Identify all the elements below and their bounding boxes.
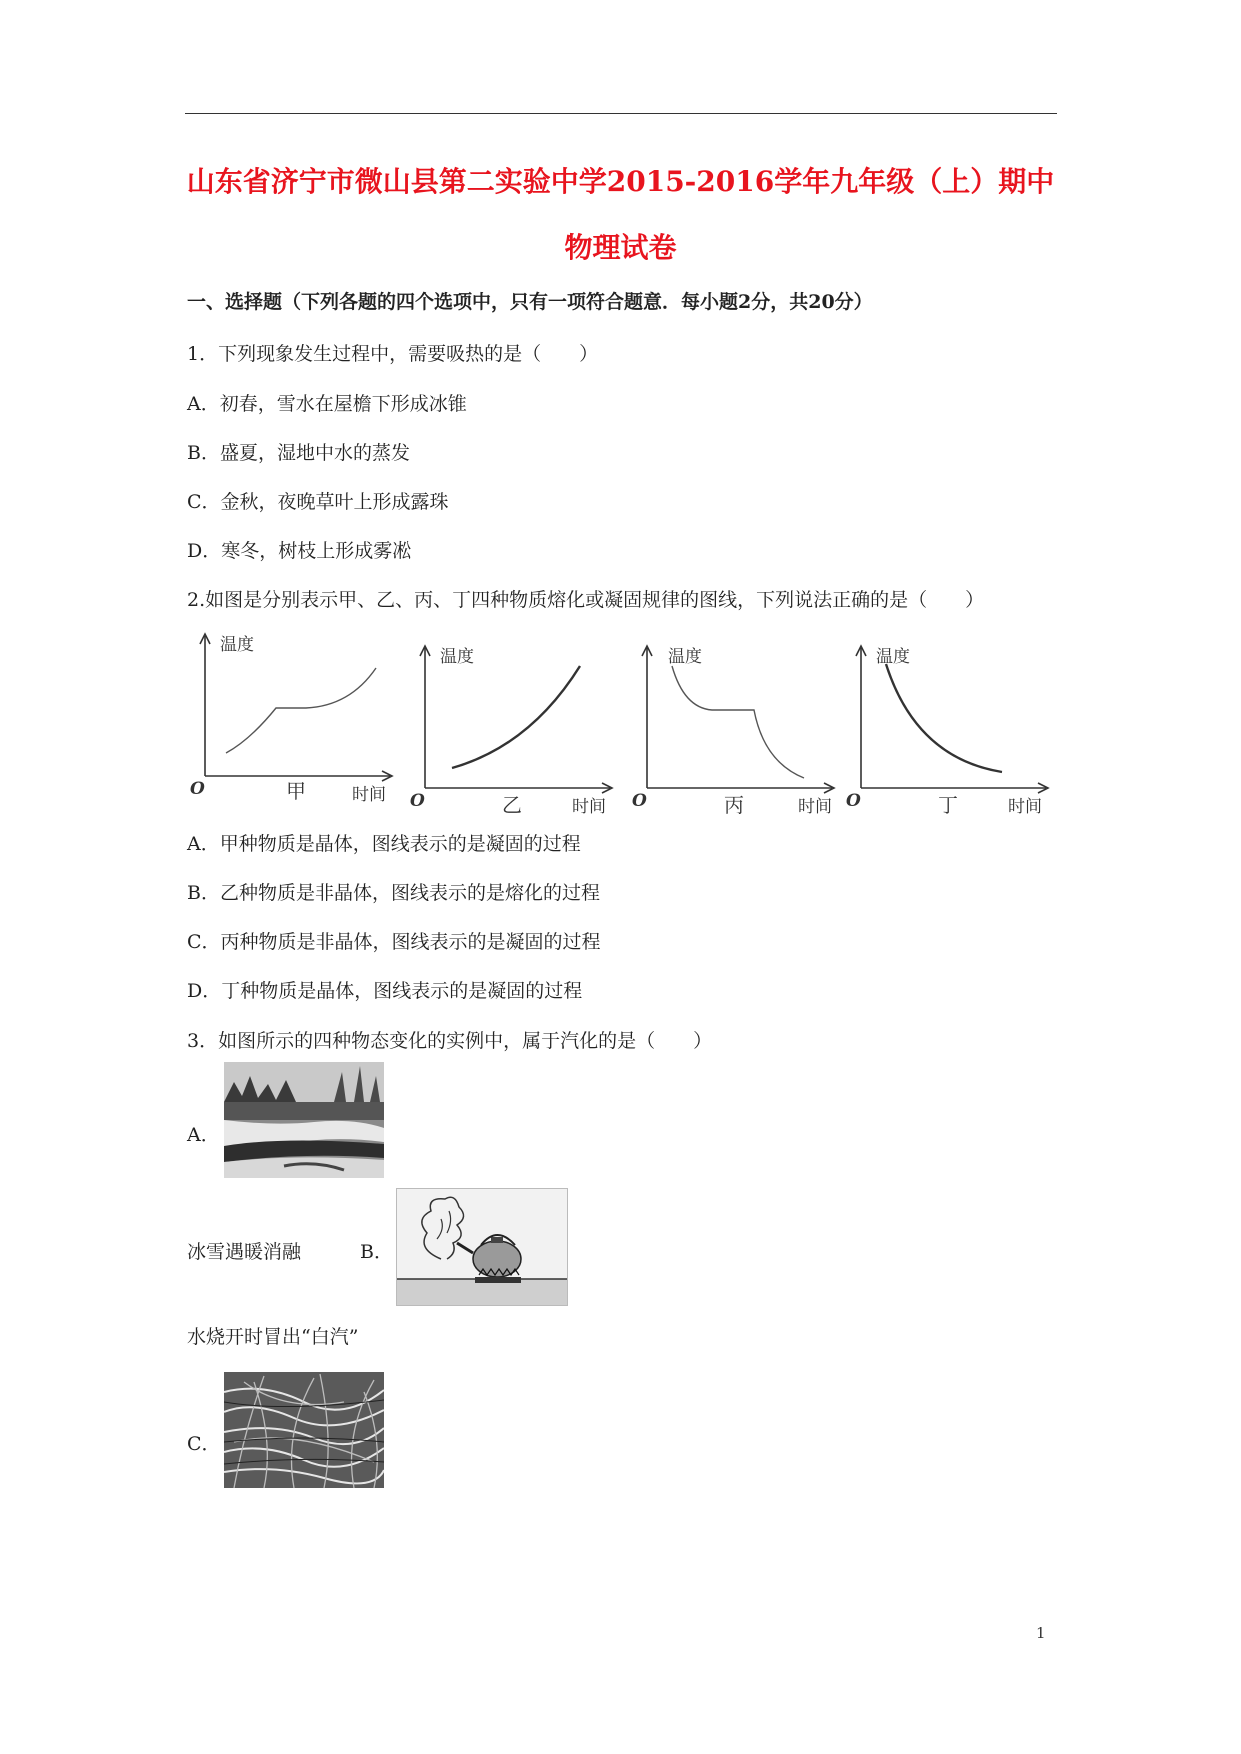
graph-jia-ylabel: 温度 (220, 635, 254, 655)
q1-option-b: B．盛夏，湿地中水的蒸发 (187, 442, 410, 464)
q1-stem: 1．下列现象发生过程中，需要吸热的是（ ） (187, 343, 599, 365)
page-subtitle: 物理试卷 (564, 231, 677, 264)
q2-option-a: A．甲种物质是晶体，图线表示的是凝固的过程 (187, 833, 581, 855)
graph-bing-origin: O (632, 791, 647, 811)
graph-ding-xlabel: 时间 (1008, 797, 1042, 817)
section-heading: 一、选择题（下列各题的四个选项中，只有一项符合题意．每小题2分，共20分） (187, 291, 873, 313)
q2-option-c: C．丙种物质是非晶体，图线表示的是凝固的过程 (187, 931, 601, 953)
photo-kettle-steam (396, 1188, 568, 1306)
q3-option-b-caption: 水烧开时冒出“白汽” (187, 1326, 359, 1348)
graph-jia-xlabel: 时间 (352, 785, 386, 805)
q3-option-c-letter: C． (187, 1433, 221, 1455)
q1-option-c: C．金秋，夜晚草叶上形成露珠 (187, 491, 449, 513)
q1-option-a: A．初春，雪水在屋檐下形成冰锥 (187, 393, 467, 415)
graph-bing-ylabel: 温度 (668, 647, 702, 667)
graph-jia-origin: O (190, 779, 205, 799)
graph-yi (410, 640, 620, 818)
graph-ding-origin: O (846, 791, 861, 811)
graph-bing-xlabel: 时间 (798, 797, 832, 817)
graph-yi-ylabel: 温度 (440, 647, 474, 667)
graph-yi-xlabel: 时间 (572, 797, 606, 817)
q2-option-b: B．乙种物质是非晶体，图线表示的是熔化的过程 (187, 882, 600, 904)
q2-stem: 2.如图是分别表示甲、乙、丙、丁四种物质熔化或凝固规律的图线，下列说法正确的是（ ） (187, 589, 985, 611)
q3-stem: 3．如图所示的四种物态变化的实例中，属于汽化的是（ ） (187, 1030, 713, 1052)
q3-option-b-letter: B． (360, 1241, 393, 1263)
photo-melting-snow (224, 1062, 384, 1178)
graph-ding-name: 丁 (938, 793, 958, 817)
graph-jia (190, 628, 400, 806)
photo-frost-grass (224, 1372, 384, 1488)
q3-option-a-caption: 冰雪遇暖消融 (187, 1241, 302, 1263)
graph-ding (846, 640, 1056, 818)
graph-bing-name: 丙 (724, 793, 744, 817)
graph-ding-ylabel: 温度 (876, 647, 910, 667)
q3-option-a-letter: A． (187, 1124, 220, 1146)
graph-yi-origin: O (410, 791, 425, 811)
graph-jia-name: 甲 (286, 779, 306, 803)
graph-bing (632, 640, 842, 818)
page-number: 1 (1036, 1624, 1046, 1642)
graph-yi-name: 乙 (502, 793, 522, 817)
page-title: 山东省济宁市微山县第二实验中学2015-2016学年九年级（上）期中 (186, 165, 1055, 198)
q1-option-d: D．寒冬，树枝上形成雾凇 (187, 540, 412, 562)
header-rule (185, 113, 1057, 114)
q2-option-d: D．丁种物质是晶体，图线表示的是凝固的过程 (187, 980, 583, 1002)
